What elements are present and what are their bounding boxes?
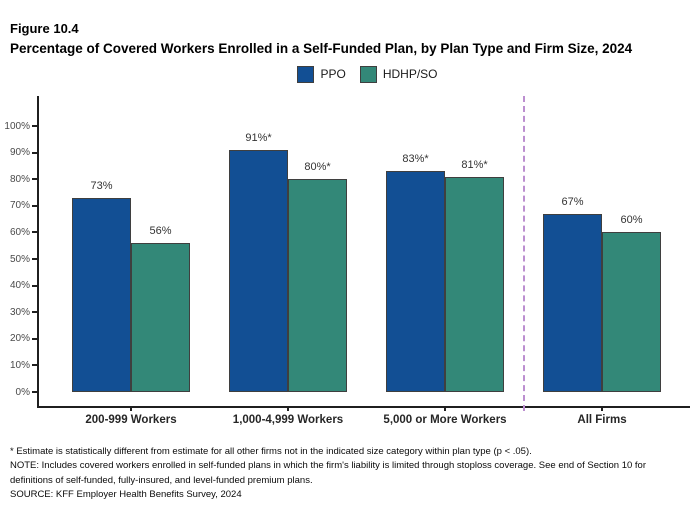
all-firms-separator bbox=[523, 96, 525, 411]
y-tick-label: 20% bbox=[9, 333, 30, 345]
bar-ppo-4 bbox=[543, 214, 602, 392]
x-tick-mark bbox=[601, 406, 603, 411]
legend-swatch-hdhpso bbox=[360, 66, 377, 83]
x-tick-mark bbox=[287, 406, 289, 411]
bar-ppo-2 bbox=[229, 150, 288, 392]
y-tick-label: 90% bbox=[9, 147, 30, 159]
bar-ppo-3 bbox=[386, 171, 445, 392]
chart-title: Percentage of Covered Workers Enrolled in a Self-Funded Plan, by Plan Type and Firm Size, 2024 bbox=[10, 41, 633, 57]
x-axis-label-200-999-workers: 200-999 Workers bbox=[85, 414, 177, 427]
y-tick-label: 40% bbox=[9, 280, 30, 292]
bar-value-label: 83%* bbox=[402, 153, 429, 166]
x-axis-label-5-000-or-more-workers: 5,000 or More Workers bbox=[383, 414, 507, 427]
x-axis-label-1-000-4-999-workers: 1,000-4,999 Workers bbox=[232, 414, 344, 427]
bar-hdhpso-1 bbox=[131, 243, 190, 392]
footnote-note: NOTE: Includes covered workers enrolled in self-funded plans in which the firm's liability is limited through stoploss coverage. See end of Section 10 for definitions of self-funded, fully-insured, and level-funded premium plans. bbox=[10, 460, 646, 486]
bar-ppo-1 bbox=[72, 198, 131, 392]
bar-value-label: 91%* bbox=[245, 132, 272, 145]
x-tick-mark bbox=[444, 406, 446, 411]
bar-hdhpso-4 bbox=[602, 232, 661, 392]
bar-value-label: 56% bbox=[149, 225, 172, 238]
legend-item-hdhpso bbox=[360, 66, 438, 83]
y-tick-label: 60% bbox=[9, 226, 30, 238]
y-tick-label: 100% bbox=[4, 120, 30, 132]
footnote-source: SOURCE: KFF Employer Health Benefits Survey, 2024 bbox=[10, 488, 242, 500]
x-tick-mark bbox=[130, 406, 132, 411]
bar-value-label: 60% bbox=[620, 214, 643, 227]
y-tick-label: 50% bbox=[9, 253, 30, 265]
footnote-asterisk: * Estimate is statistically different from estimate for all other firms not in the indicated size category within plan type (p < .05). bbox=[10, 446, 532, 458]
legend bbox=[37, 65, 698, 83]
y-tick-label: 30% bbox=[9, 306, 30, 318]
figure-label: Figure 10.4 bbox=[10, 21, 79, 36]
legend-label-ppo: PPO bbox=[320, 67, 346, 82]
plot-area bbox=[4, 96, 690, 427]
y-tick-label: 0% bbox=[15, 386, 30, 398]
legend-item-ppo bbox=[297, 66, 345, 83]
chart bbox=[0, 96, 698, 436]
y-tick-label: 70% bbox=[9, 200, 30, 212]
bar-value-label: 73% bbox=[90, 179, 113, 192]
legend-label-hdhpso: HDHP/SO bbox=[382, 67, 438, 82]
bar-hdhpso-3 bbox=[445, 177, 504, 392]
footnotes bbox=[0, 445, 698, 502]
bar-hdhpso-2 bbox=[288, 179, 347, 392]
bar-value-label: 80%* bbox=[304, 161, 331, 174]
bar-value-label: 81%* bbox=[461, 158, 488, 171]
x-axis-label-all-firms: All Firms bbox=[577, 414, 627, 427]
header bbox=[0, 0, 698, 60]
y-tick-label: 10% bbox=[9, 359, 30, 371]
y-tick-label: 80% bbox=[9, 173, 30, 185]
legend-swatch-ppo bbox=[297, 66, 314, 83]
bar-value-label: 67% bbox=[561, 195, 584, 208]
